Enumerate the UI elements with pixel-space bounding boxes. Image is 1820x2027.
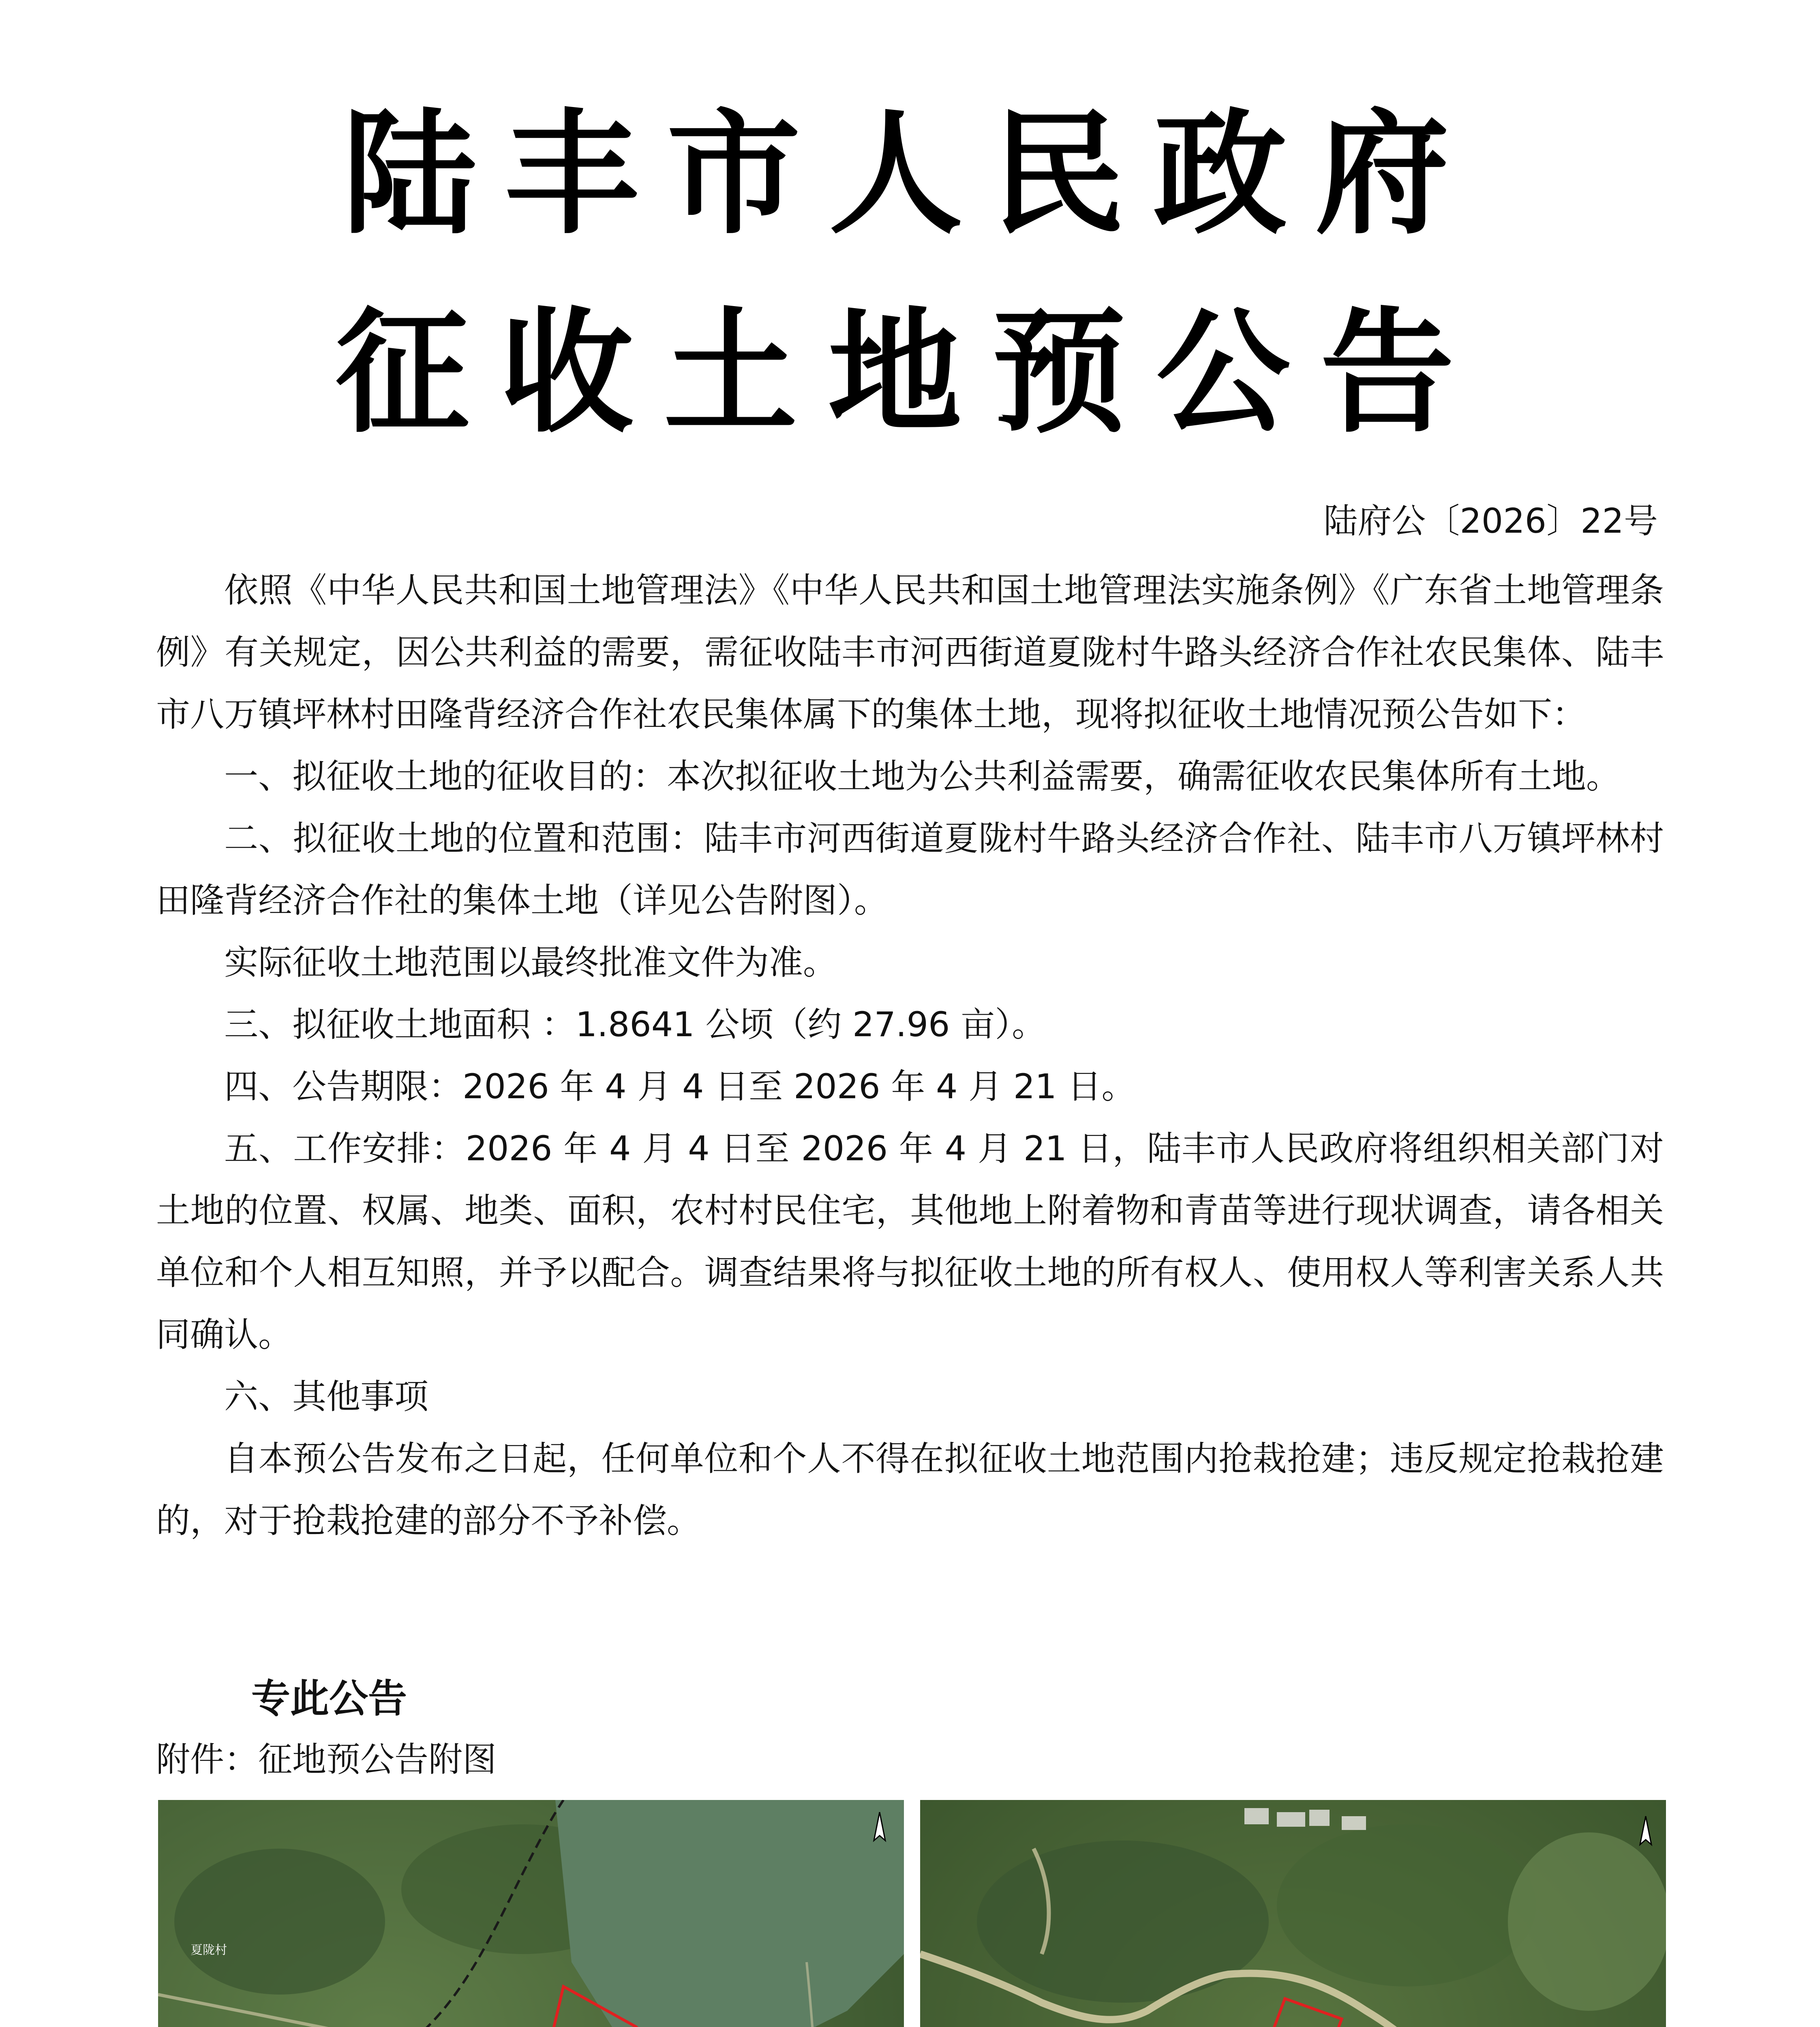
paragraph-other: 自本预公告发布之日起，任何单位和个人不得在拟征收土地范围内抢栽抢建；违反规定抢栽抢建的，对于抢栽抢建的部分不予补偿。 [156, 1439, 1664, 1541]
aerial-map-right [920, 1800, 1666, 2027]
paragraph-location: 二、拟征收土地的位置和范围：陆丰市河西街道夏陇村牛路头经济合作社、陆丰市八万镇坪林村田隆背经济合作社的集体土地（详见公告附图）。 [156, 819, 1664, 920]
document-number: 陆府公〔2026〕22号 [1323, 501, 1658, 541]
paragraph-area: 三、拟征收土地面积 ：1.8641 公顷（约 27.96 亩）。 [224, 1005, 1046, 1044]
paragraph-period: 四、公告期限：2026 年 4 月 4 日至 2026 年 4 月 21 日。 [224, 1067, 1136, 1106]
paragraph-intro: 依照《中华人民共和国土地管理法》《中华人民共和国土地管理法实施条例》《广东省土地管理条例》有关规定，因公共利益的需要，需征收陆丰市河西街道夏陇村牛路头经济合作社农民集体、陆丰市八万镇坪林村田隆背经济合作社农民集体属下的集体土地，现将拟征收土地情况预公告如下： [156, 570, 1664, 734]
paragraph-purpose: 一、拟征收土地的征收目的：本次拟征收土地为公共利益需要，确需征收农民集体所有土地。 [224, 756, 1621, 796]
title-line-2: 征收土地预公告 [335, 295, 1485, 451]
notice-body [156, 559, 1664, 1552]
paragraph-other-heading: 六、其他事项 [224, 1377, 429, 1416]
title-line-1: 陆丰市人民政府 [343, 96, 1477, 252]
paragraph-scope-note: 实际征收土地范围以最终批准文件为准。 [224, 943, 837, 982]
map-left-label-xialong: 夏陇村 [191, 1943, 227, 1957]
aerial-map-left [158, 1800, 904, 2027]
paragraph-arrangement: 五、工作安排：2026 年 4 月 4 日至 2026 年 4 月 21 日，陆丰市人民政府将组织相关部门对土地的位置、权属、地类、面积，农村村民住宅，其他地上附着物和青苗等进行现状调查，请各相关单位和个人相互知照，并予以配合。调查结果将与拟征收土地的所有权人、使用权人等利害关系人共同确认。 [156, 1129, 1664, 1354]
closing-statement: 专此公告 [251, 1676, 407, 1721]
attachment-label: 附件：征地预公告附图 [156, 1740, 497, 1779]
